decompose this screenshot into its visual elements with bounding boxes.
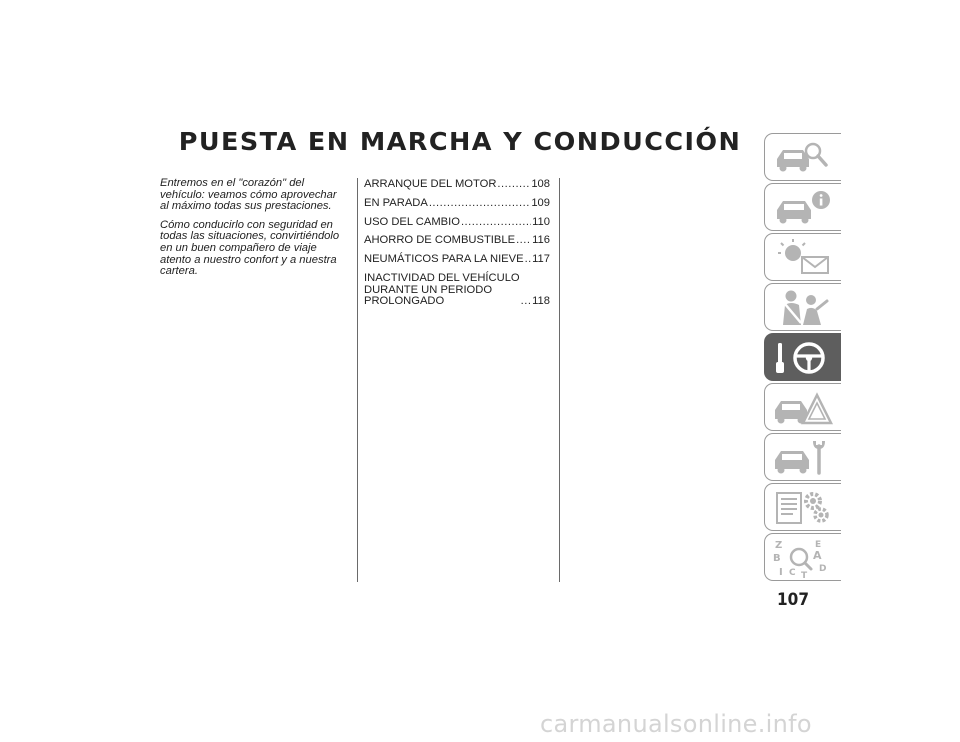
index-letter: E bbox=[815, 540, 822, 550]
column-divider-left bbox=[357, 178, 358, 582]
toc-entry-page: 108 bbox=[531, 178, 550, 190]
toc-leader-dots bbox=[516, 235, 531, 247]
car-magnifier-icon bbox=[771, 137, 835, 177]
tab-car-info[interactable] bbox=[764, 183, 841, 231]
tab-warnings-messages[interactable] bbox=[764, 233, 841, 281]
index-letter: T bbox=[801, 571, 808, 579]
toc-entry-page: 117 bbox=[532, 253, 550, 266]
toc-leader-dots bbox=[461, 217, 531, 229]
alphabet-index-icon bbox=[771, 537, 835, 579]
page-number: 107 bbox=[777, 590, 809, 610]
intro-paragraph: Cómo conducirlo con seguridad en todas las situaciones, convirtiéndolo en un buen compañero de viaje atento a nuestro confort y a nuestra cartera. bbox=[160, 218, 340, 278]
page-title: PUESTA EN MARCHA Y CONDUCCIÓN bbox=[178, 127, 742, 156]
watermark: carmanualsonline.info bbox=[540, 710, 812, 738]
toc-entry[interactable] bbox=[364, 217, 550, 229]
intro-paragraph: Entremos en el "corazón" del vehículo: veamos cómo aprovechar al máximo todas sus prestaciones. bbox=[160, 177, 337, 213]
index-letter: C bbox=[789, 568, 796, 578]
seat-belt-person-icon bbox=[771, 287, 835, 327]
toc-entry[interactable] bbox=[364, 254, 550, 266]
key-steering-wheel-icon bbox=[771, 337, 835, 377]
index-letter: D bbox=[819, 564, 827, 574]
toc-entry-page: 116 bbox=[532, 234, 550, 247]
car-wrench-icon bbox=[771, 437, 835, 477]
toc-entry-label: USO DEL CAMBIO bbox=[364, 215, 460, 228]
tab-car-search[interactable] bbox=[764, 133, 841, 181]
index-letter: Z bbox=[775, 540, 783, 551]
toc-entry-page: 110 bbox=[532, 215, 550, 228]
index-letter: A bbox=[813, 549, 822, 562]
tab-alphabetical-index[interactable] bbox=[764, 533, 841, 581]
warning-light-message-icon bbox=[771, 237, 835, 277]
toc-entry-label: ARRANQUE DEL MOTOR bbox=[364, 178, 497, 190]
tab-safety[interactable] bbox=[764, 283, 841, 331]
toc-entry[interactable] bbox=[364, 198, 550, 210]
index-letter: B bbox=[773, 553, 781, 564]
toc-entry-label: NEUMÁTICOS PARA LA NIEVE bbox=[364, 253, 524, 266]
tab-starting-driving[interactable] bbox=[764, 333, 841, 381]
column-divider-right bbox=[559, 178, 560, 582]
table-of-contents bbox=[364, 179, 550, 315]
spec-sheet-gears-icon bbox=[771, 487, 835, 527]
toc-entry-label: INACTIVIDAD DEL VEHÍCULO DURANTE UN PERIODO PROLONGADO bbox=[364, 271, 520, 308]
tab-technical-data[interactable] bbox=[764, 483, 841, 531]
car-info-icon bbox=[771, 187, 835, 227]
toc-leader-dots bbox=[521, 296, 532, 308]
toc-entry[interactable] bbox=[364, 273, 550, 308]
tab-maintenance[interactable] bbox=[764, 433, 841, 481]
toc-entry-page: 118 bbox=[532, 295, 550, 308]
toc-entry-label: EN PARADA bbox=[364, 196, 428, 209]
car-warning-triangle-icon bbox=[771, 387, 835, 427]
index-letter: I bbox=[779, 567, 783, 578]
intro-text bbox=[160, 178, 348, 285]
toc-leader-dots bbox=[429, 198, 531, 210]
toc-leader-dots bbox=[497, 179, 530, 191]
toc-entry-page: 109 bbox=[531, 196, 550, 209]
tab-emergency[interactable] bbox=[764, 383, 841, 431]
toc-entry-label: AHORRO DE COMBUSTIBLE bbox=[364, 234, 516, 247]
toc-leader-dots bbox=[525, 254, 532, 266]
toc-entry[interactable] bbox=[364, 179, 550, 191]
toc-entry[interactable] bbox=[364, 235, 550, 247]
